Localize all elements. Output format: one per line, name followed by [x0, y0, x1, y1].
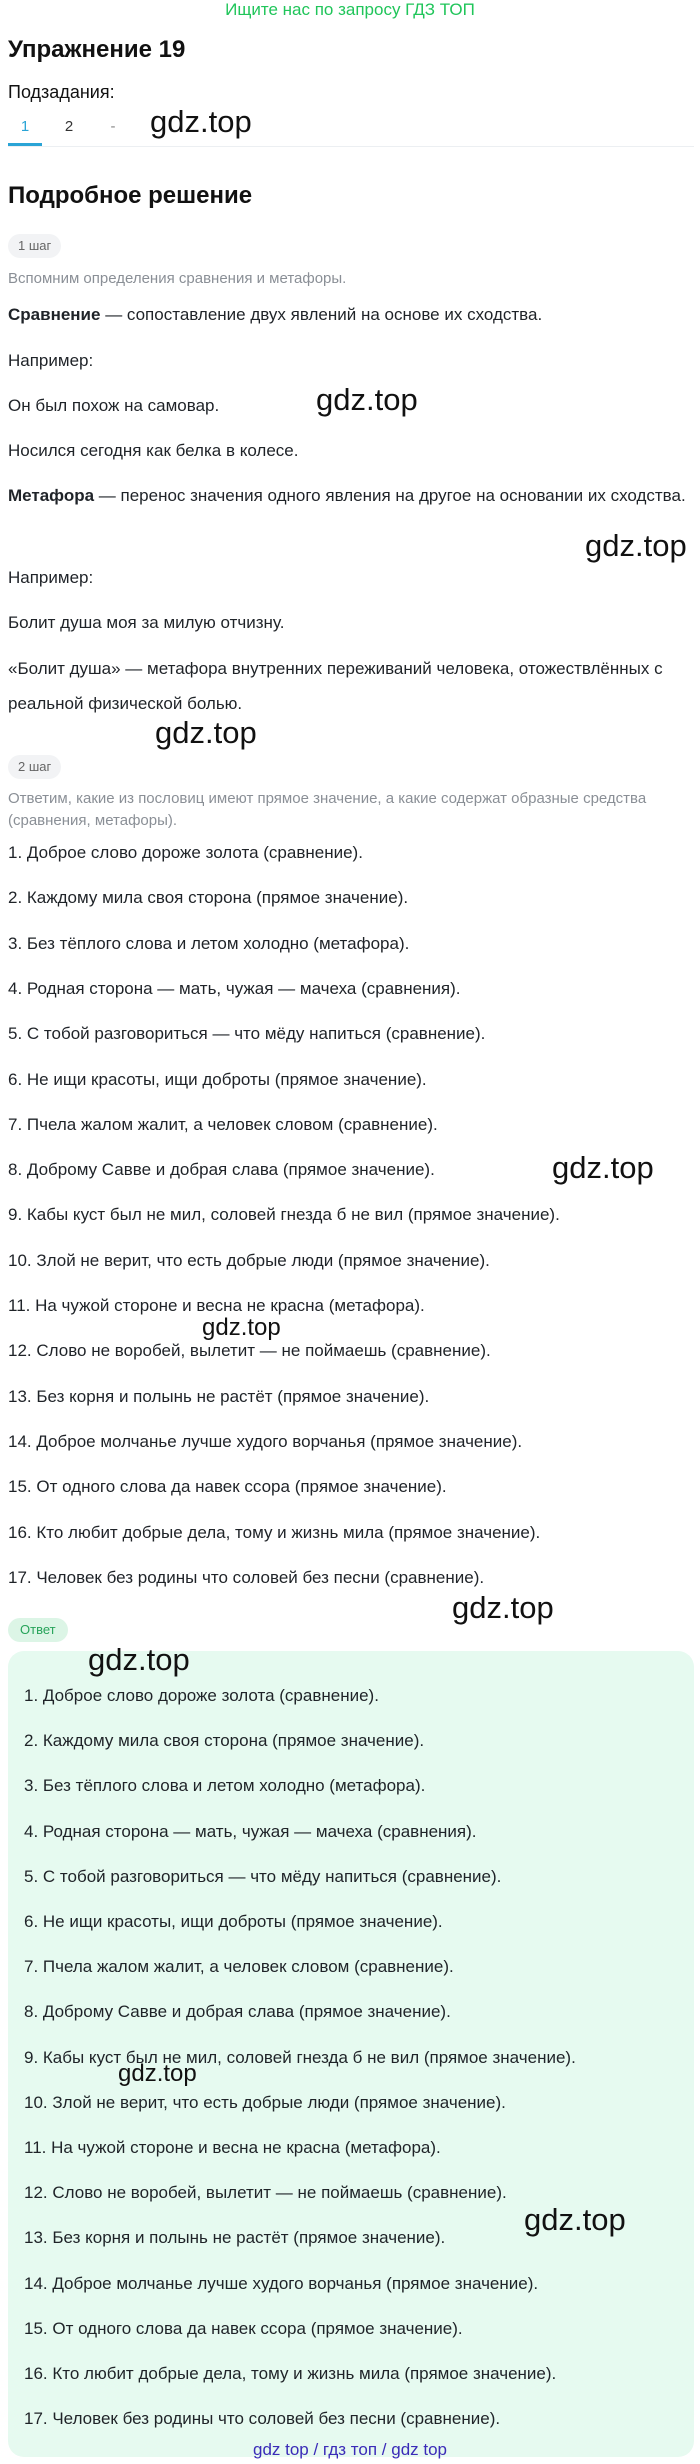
answer-item: 8. Доброму Савве и добрая слава (прямое значение). [24, 2002, 451, 2021]
step-2-item: 9. Кабы куст был не мил, соловей гнезда б не вил (прямое значение). [8, 1205, 560, 1224]
metaphor-def-text: — перенос значения одного явления на другое на основании их сходства. [94, 486, 686, 505]
example-label-1: Например: [8, 351, 94, 370]
comparison-definition [8, 302, 694, 328]
answer-item: 10. Злой не верит, что есть добрые люди (прямое значение). [24, 2093, 506, 2112]
top-banner[interactable]: Ищите нас по запросу ГДЗ ТОП [225, 0, 475, 19]
step-1-note: Вспомним определения сравнения и метафоры. [8, 270, 347, 287]
watermark: gdz.top [88, 1642, 190, 1677]
watermark: gdz.top [155, 715, 257, 750]
example-4: «Болит душа» — метафора внутренних переживаний человека, отожествлённых с реальной физической болью. [8, 659, 663, 713]
answer-item: 12. Слово не воробей, вылетит — не поймаешь (сравнение). [24, 2183, 507, 2202]
step-2-item: 15. От одного слова да навек ссора (прямое значение). [8, 1477, 447, 1496]
exercise-title: Упражнение 19 [8, 36, 186, 63]
example-2: Носился сегодня как белка в колесе. [8, 441, 299, 460]
step-2-item: 17. Человек без родины что соловей без песни (сравнение). [8, 1568, 485, 1587]
step-1-badge: 1 шаг [8, 234, 61, 258]
step-2-item: 2. Каждому мила своя сторона (прямое значение). [8, 888, 409, 907]
step-2-item: 12. Слово не воробей, вылетит — не поймаешь (сравнение). [8, 1341, 491, 1360]
subtask-tabs [8, 112, 140, 148]
step-2-item: 8. Доброму Савве и добрая слава (прямое значение). [8, 1160, 435, 1179]
answer-item: 13. Без корня и полынь не растёт (прямое значение). [24, 2228, 446, 2247]
answer-item: 14. Доброе молчанье лучше худого ворчанья (прямое значение). [24, 2274, 539, 2293]
step-2-item: 5. С тобой разговориться — что мёду напиться (сравнение). [8, 1024, 486, 1043]
answer-item: 16. Кто любит добрые дела, тому и жизнь мила (прямое значение). [24, 2364, 557, 2383]
watermark: gdz.top [524, 2202, 626, 2237]
subtask-tab-2[interactable]: 2 [64, 118, 74, 135]
example-3: Болит душа моя за милую отчизну. [8, 613, 285, 632]
answer-item: 7. Пчела жалом жалит, а человек словом (сравнение). [24, 1957, 454, 1976]
answer-item: 3. Без тёплого слова и летом холодно (метафора). [24, 1776, 426, 1795]
step-2-item: 11. На чужой стороне и весна не красна (метафора). [8, 1296, 425, 1315]
watermark: gdz.top [452, 1590, 554, 1625]
watermark: gdz.top [202, 1314, 281, 1341]
step-2-item: 7. Пчела жалом жалит, а человек словом (сравнение). [8, 1115, 438, 1134]
answer-item: 15. От одного слова да навек ссора (прямое значение). [24, 2319, 463, 2338]
step-2-note: Ответим, какие из пословиц имеют прямое значение, а какие содержат образные средства (сравнения, метафоры). [8, 790, 647, 829]
answer-item: 6. Не ищи красоты, ищи доброты (прямое значение). [24, 1912, 443, 1931]
step-2-item: 16. Кто любит добрые дела, тому и жизнь мила (прямое значение). [8, 1523, 541, 1542]
answer-item: 2. Каждому мила своя сторона (прямое значение). [24, 1731, 425, 1750]
step-2-item: 10. Злой не верит, что есть добрые люди (прямое значение). [8, 1251, 490, 1270]
watermark: gdz.top [316, 382, 418, 417]
comparison-term: Сравнение [8, 305, 101, 324]
answer-item: 11. На чужой стороне и весна не красна (метафора). [24, 2138, 441, 2157]
subtask-tab-more[interactable]: - [110, 118, 116, 135]
example-1: Он был похож на самовар. [8, 396, 220, 415]
step-2-item: 4. Родная сторона — мать, чужая — мачеха (сравнения). [8, 979, 461, 998]
tabs-divider [8, 146, 694, 147]
answer-item: 4. Родная сторона — мать, чужая — мачеха (сравнения). [24, 1822, 477, 1841]
example-label-2: Например: [8, 568, 94, 587]
subtasks-label: Подзадания: [8, 82, 115, 102]
watermark: gdz.top [552, 1150, 654, 1185]
footer-links[interactable]: gdz top / гдз топ / gdz top [253, 2440, 447, 2459]
answer-item: 17. Человек без родины что соловей без песни (сравнение). [24, 2409, 501, 2428]
metaphor-term: Метафора [8, 486, 95, 505]
watermark: gdz.top [118, 2060, 197, 2087]
answer-badge: Ответ [8, 1618, 68, 1642]
answer-item: 1. Доброе слово дороже золота (сравнение). [24, 1686, 379, 1705]
step-2-item: 6. Не ищи красоты, ищи доброты (прямое значение). [8, 1070, 427, 1089]
subtask-tab-1[interactable]: 1 [8, 112, 42, 146]
watermark: gdz.top [150, 104, 252, 139]
step-2-badge: 2 шаг [8, 755, 61, 779]
section-title: Подробное решение [8, 182, 253, 209]
watermark: gdz.top [585, 528, 687, 563]
step-2-item: 1. Доброе слово дороже золота (сравнение). [8, 843, 363, 862]
step-2-item: 14. Доброе молчанье лучше худого ворчанья (прямое значение). [8, 1432, 523, 1451]
metaphor-definition [8, 478, 694, 513]
answer-item: 5. С тобой разговориться — что мёду напиться (сравнение). [24, 1867, 502, 1886]
answer-item: 9. Кабы куст был не мил, соловей гнезда б не вил (прямое значение). [24, 2048, 576, 2067]
step-2-item: 13. Без корня и полынь не растёт (прямое значение). [8, 1387, 430, 1406]
step-2-item: 3. Без тёплого слова и летом холодно (метафора). [8, 934, 410, 953]
comparison-def-text: — сопоставление двух явлений на основе их сходства. [100, 305, 543, 324]
